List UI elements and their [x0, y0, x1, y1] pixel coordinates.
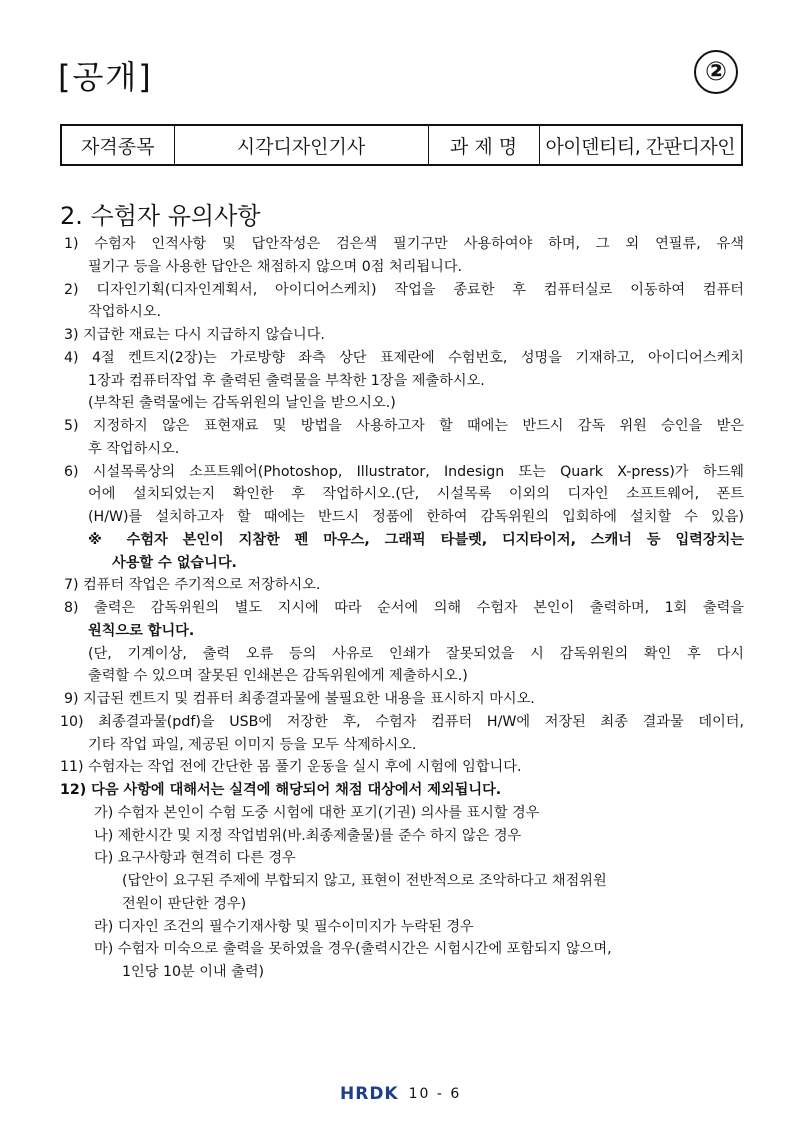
instruction-line: 7) 컴퓨터 작업은 주기적으로 저장하시오.: [64, 577, 321, 594]
table-row: [61, 125, 742, 165]
instruction-line: 원칙으로 합니다.: [88, 622, 195, 639]
instruction-line: 1장과 컴퓨터작업 후 출력된 출력물을 부착한 1장을 제출하시오.: [88, 372, 485, 389]
instruction-line: 출력할 수 있으며 잘못된 인쇄본은 감독위원에게 제출하시오.): [88, 668, 468, 685]
instruction-line: 전원이 판단한 경우): [122, 895, 247, 912]
instruction-line: 11) 수험자는 작업 전에 간단한 몸 풀기 운동을 실시 후에 시험에 임합니다.: [60, 759, 522, 776]
footer: [340, 1084, 461, 1104]
subject-value-cell: 시각디자인기사: [174, 125, 428, 165]
instruction-line: (H/W)를 설치하고자 할 때에는 반드시 정품에 한하여 감독위원의 입회하에 설치할 수 있음): [88, 509, 744, 525]
instruction-line: 12) 다음 사항에 대해서는 실격에 해당되어 채점 대상에서 제외됩니다.: [60, 782, 502, 798]
page-number: 10 - 6: [408, 1086, 462, 1102]
instruction-line: 기타 작업 파일, 제공된 이미지 등을 모두 삭제하시오.: [88, 736, 417, 753]
subject-label-cell: 자격종목: [61, 125, 174, 165]
instructions-list: [60, 233, 744, 984]
instruction-line: 2) 디자인기획(디자인계획서, 아이디어스케치) 작업을 종료한 후 컴퓨터실로 이동하여 컴퓨터: [64, 281, 744, 298]
instruction-line: 후 작업하시오.: [88, 440, 180, 457]
task-label-cell: 과 제 명: [428, 125, 539, 165]
instruction-line: 1) 수험자 인적사항 및 답안작성은 검은색 필기구만 사용하여야 하며, 그 외 연필류, 유색: [64, 236, 744, 252]
instruction-line: 1인당 10분 이내 출력): [122, 964, 265, 980]
instruction-line: 작업하시오.: [88, 304, 162, 321]
instruction-line: 어에 설치되었는지 확인한 후 작업하시오.(단, 시설목록 이외의 디자인 소프트웨어, 폰트: [88, 486, 744, 503]
instruction-line: 10) 최종결과물(pdf)을 USB에 저장한 후, 수험자 컴퓨터 H/W에 저장된 최종 결과물 데이터,: [60, 713, 744, 730]
instruction-line: 필기구 등을 사용한 답안은 채점하지 않으며 0점 처리됩니다.: [88, 258, 463, 275]
instruction-line: (부착된 출력물에는 감독위원의 날인을 받으시오.): [88, 395, 396, 412]
instruction-line: (단, 기계이상, 출력 오류 등의 사유로 인쇄가 잘못되었을 시 감독위원의 확인 후 다시: [88, 645, 744, 662]
instruction-line: 6) 시설목록상의 소프트웨어(Photoshop, Illustrator, Indesign 또는 Quark X-press)가 하드웨: [64, 463, 744, 480]
task-value-cell: 아이덴티티, 간판디자인: [539, 125, 742, 165]
section-title: 2. 수험자 유의사항: [60, 202, 261, 230]
page-circle-number: ②: [694, 50, 738, 94]
instruction-line: 다) 요구사항과 현격히 다른 경우: [94, 850, 296, 867]
instruction-line: ※ 수험자 본인이 지참한 펜 마우스, 그래픽 타블렛, 디지타이저, 스캐너 등 입력장치는: [88, 531, 744, 548]
instruction-line: 8) 출력은 감독위원의 별도 지시에 따라 순서에 의해 수험자 본인이 출력하며, 1회 출력을: [64, 600, 744, 616]
instruction-line: 라) 디자인 조건의 필수기재사항 및 필수이미지가 누락된 경우: [94, 918, 474, 935]
instruction-line: 마) 수험자 미숙으로 출력을 못하였을 경우(출력시간은 시험시간에 포함되지 않으며,: [94, 941, 612, 958]
instruction-line: 5) 지정하지 않은 표현재료 및 방법을 사용하고자 할 때에는 반드시 감독 위원 승인을 받은: [64, 418, 744, 434]
page-header-label: [공개]: [58, 58, 153, 96]
instruction-line: 사용할 수 없습니다.: [112, 554, 237, 571]
instruction-line: 3) 지급한 재료는 다시 지급하지 않습니다.: [64, 327, 325, 343]
instruction-line: 4) 4절 켄트지(2장)는 가로방향 좌측 상단 표제란에 수험번호, 성명을 기재하고, 아이디어스케치: [64, 349, 744, 366]
exam-info-table: [60, 124, 743, 166]
instruction-line: 가) 수험자 본인이 수험 도중 시험에 대한 포기(기권) 의사를 표시할 경우: [94, 804, 540, 821]
hrdk-logo: HRDK: [340, 1084, 399, 1104]
instruction-line: 나) 제한시간 및 지정 작업범위(바.최종제출물)를 준수 하지 않은 경우: [94, 827, 522, 844]
instruction-line: (답안이 요구된 주제에 부합되지 않고, 표현이 전반적으로 조악하다고 채점위원: [122, 873, 607, 889]
instruction-line: 9) 지급된 켄트지 및 컴퓨터 최종결과물에 불필요한 내용을 표시하지 마시오.: [64, 691, 535, 707]
